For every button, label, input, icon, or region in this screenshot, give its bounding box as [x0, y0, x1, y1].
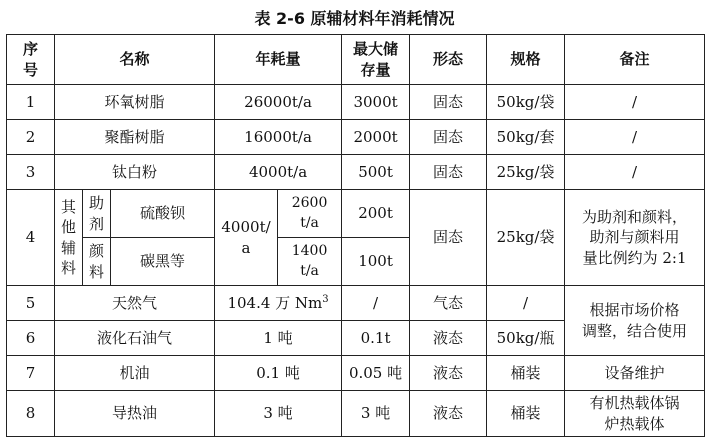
auxiliary-max: 200t [342, 190, 410, 238]
row-note: / [565, 155, 705, 190]
row-max: 500t [342, 155, 410, 190]
row-seq: 1 [7, 85, 55, 120]
table-row [7, 356, 705, 391]
row-note: / [565, 85, 705, 120]
row-max: 2000t [342, 120, 410, 155]
row-max: 0.1t [342, 321, 410, 356]
row-form: 固态 [410, 120, 487, 155]
row-form: 固态 [410, 190, 487, 286]
header-form: 形态 [410, 35, 487, 85]
row-note: 设备维护 [565, 356, 705, 391]
row-form: 液态 [410, 356, 487, 391]
row-max: 0.05 吨 [342, 356, 410, 391]
header-name: 名称 [55, 35, 215, 85]
header-row [7, 35, 705, 85]
auxiliary-annual: 2600 t/a [278, 190, 342, 238]
row-spec: 50kg/瓶 [487, 321, 565, 356]
row-name: 液化石油气 [55, 321, 215, 356]
row-seq: 4 [7, 190, 55, 286]
row-note: / [565, 120, 705, 155]
row-name: 钛白粉 [55, 155, 215, 190]
row-max: 3 吨 [342, 391, 410, 437]
pigment-label: 颜 料 [83, 238, 111, 286]
row-spec: 桶装 [487, 391, 565, 437]
row-max: 3000t [342, 85, 410, 120]
pigment-item: 碳黑等 [111, 238, 215, 286]
row-seq: 7 [7, 356, 55, 391]
row-seq: 2 [7, 120, 55, 155]
row-name: 机油 [55, 356, 215, 391]
header-note: 备注 [565, 35, 705, 85]
other-aux-group-label: 其 他 辅 料 [55, 190, 83, 286]
row-annual: 16000t/a [215, 120, 342, 155]
row-annual: 3 吨 [215, 391, 342, 437]
row-note: 为助剂和颜料， 助剂与颜料用 量比例约为 2:1 [565, 190, 705, 286]
row-form: 气态 [410, 286, 487, 321]
header-spec: 规格 [487, 35, 565, 85]
table-row [7, 85, 705, 120]
row-annual: 0.1 吨 [215, 356, 342, 391]
row-name: 导热油 [55, 391, 215, 437]
table-row [7, 286, 705, 321]
material-consumption-table [6, 34, 705, 437]
row-name: 聚酯树脂 [55, 120, 215, 155]
row-spec: / [487, 286, 565, 321]
row-name: 环氧树脂 [55, 85, 215, 120]
table-title: 表 2-6 原辅材料年消耗情况 [254, 9, 455, 28]
row-spec: 25kg/袋 [487, 190, 565, 286]
pigment-max: 100t [342, 238, 410, 286]
row-annual-total: 4000t/ a [215, 190, 278, 286]
row-form: 液态 [410, 391, 487, 437]
row-form: 固态 [410, 85, 487, 120]
row-spec: 50kg/套 [487, 120, 565, 155]
table-row [7, 190, 705, 238]
row-annual: 4000t/a [215, 155, 342, 190]
header-seq: 序 号 [7, 35, 55, 85]
row-max: / [342, 286, 410, 321]
row-annual: 1 吨 [215, 321, 342, 356]
table-row [7, 391, 705, 437]
table-row [7, 120, 705, 155]
row-seq: 5 [7, 286, 55, 321]
row-seq: 8 [7, 391, 55, 437]
row-name: 天然气 [55, 286, 215, 321]
row-note: 有机热载体锅 炉热载体 [565, 391, 705, 437]
row-form: 固态 [410, 155, 487, 190]
row-spec: 50kg/袋 [487, 85, 565, 120]
table-row [7, 155, 705, 190]
row-form: 液态 [410, 321, 487, 356]
row-annual: 26000t/a [215, 85, 342, 120]
pigment-annual: 1400 t/a [278, 238, 342, 286]
row-note: 根据市场价格 调整，结合使用 [565, 286, 705, 356]
auxiliary-label: 助 剂 [83, 190, 111, 238]
row-spec: 25kg/袋 [487, 155, 565, 190]
row-annual: 104.4 万 Nm$^3$ [215, 286, 342, 321]
row-spec: 桶装 [487, 356, 565, 391]
auxiliary-item: 硫酸钡 [111, 190, 215, 238]
header-annual: 年耗量 [215, 35, 342, 85]
row-seq: 3 [7, 155, 55, 190]
row-seq: 6 [7, 321, 55, 356]
header-max-storage: 最大储 存量 [342, 35, 410, 85]
